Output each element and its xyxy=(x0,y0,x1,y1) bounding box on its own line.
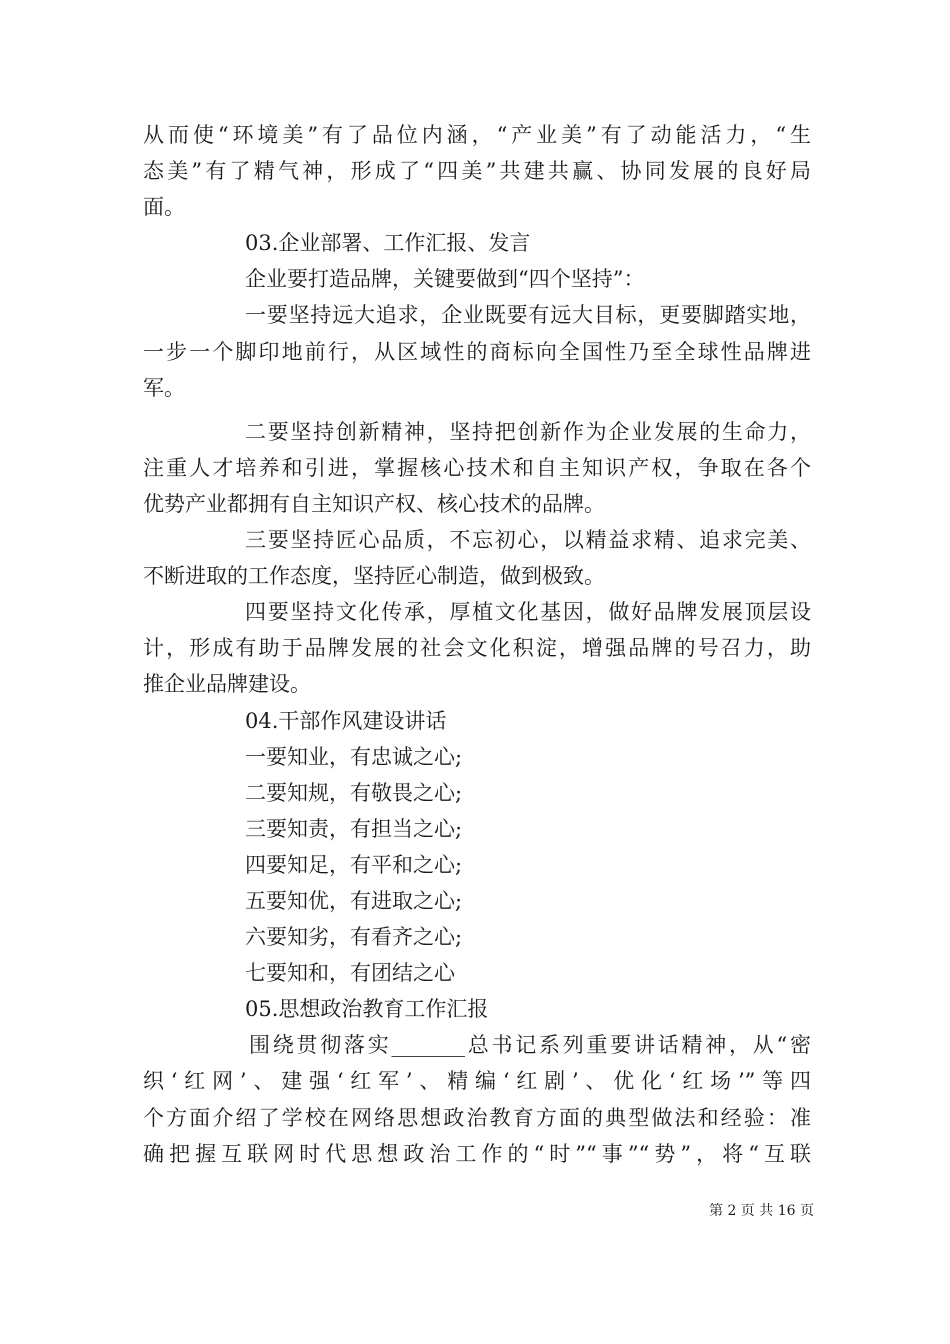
text-line-13: 不断进取的工作态度，坚持匠心制造，做到极致。 xyxy=(143,564,605,589)
list-item-5: 五要知优，有进取之心; xyxy=(245,888,463,913)
list-item-2: 二要知规，有敬畏之心; xyxy=(245,780,463,805)
text-line-29: 确把握互联网时代思想政治工作的“时”“事”“势”，将“互联 xyxy=(143,1141,811,1166)
text-line-27: 织‘红网’、建强‘红军’、精编‘红剧’、优化‘红场’”等四 xyxy=(143,1069,811,1094)
section-heading-05: 05.思想政治教育工作汇报 xyxy=(245,997,489,1022)
text-line-2: 态美”有了精气神，形成了“四美”共建共赢、协同发展的良好局 xyxy=(143,159,811,184)
text-line-11: 优势产业都拥有自主知识产权、核心技术的品牌。 xyxy=(143,491,605,516)
text-line-28: 个方面介绍了学校在网络思想政治教育方面的典型做法和经验：准 xyxy=(143,1105,811,1130)
text-line-14: 四要坚持文化传承，厚植文化基因，做好品牌发展顶层设 xyxy=(245,600,811,625)
page-number-footer: 第 2 页 共 16 页 xyxy=(709,1203,814,1219)
text-line-3: 面。 xyxy=(143,195,185,220)
text-line-15: 计，形成有助于品牌发展的社会文化积淀，增强品牌的号召力，助 xyxy=(143,636,811,661)
text-line-5: 企业要打造品牌，关键要做到“四个坚持”： xyxy=(245,267,645,292)
list-item-7: 七要知和，有团结之心 xyxy=(245,961,455,986)
text-line-12: 三要坚持匠心品质，不忘初心，以精益求精、追求完美、 xyxy=(245,528,811,553)
list-item-1: 一要知业，有忠诚之心; xyxy=(245,744,463,769)
paragraph-gap xyxy=(143,406,811,414)
text-line-16: 推企业品牌建设。 xyxy=(143,672,311,697)
list-item-3: 三要知责，有担当之心; xyxy=(245,816,463,841)
text-line-6: 一要坚持远大追求，企业既要有远大目标，更要脚踏实地， xyxy=(245,303,811,328)
text-line-9: 二要坚持创新精神，坚持把创新作为企业发展的生命力， xyxy=(245,419,811,444)
text-line-8: 军。 xyxy=(143,375,185,400)
list-item-6: 六要知劣，有看齐之心; xyxy=(245,925,463,950)
section-heading-03: 03.企业部署、工作汇报、发言 xyxy=(245,231,531,256)
text-line-10: 注重人才培养和引进，掌握核心技术和自主知识产权，争取在各个 xyxy=(143,455,811,480)
text-line-1: 从而使“环境美”有了品位内涵，“产业美”有了动能活力，“生 xyxy=(143,123,811,147)
list-item-4: 四要知足，有平和之心; xyxy=(245,852,463,877)
text-line-26: 围绕贯彻落实_______总书记系列重要讲话精神，从“密 xyxy=(249,1033,811,1058)
text-line-7: 一步一个脚印地前行，从区域性的商标向全国性乃至全球性品牌进 xyxy=(143,339,811,364)
document-body xyxy=(143,117,811,1172)
section-heading-04: 04.干部作风建设讲话 xyxy=(245,708,447,733)
